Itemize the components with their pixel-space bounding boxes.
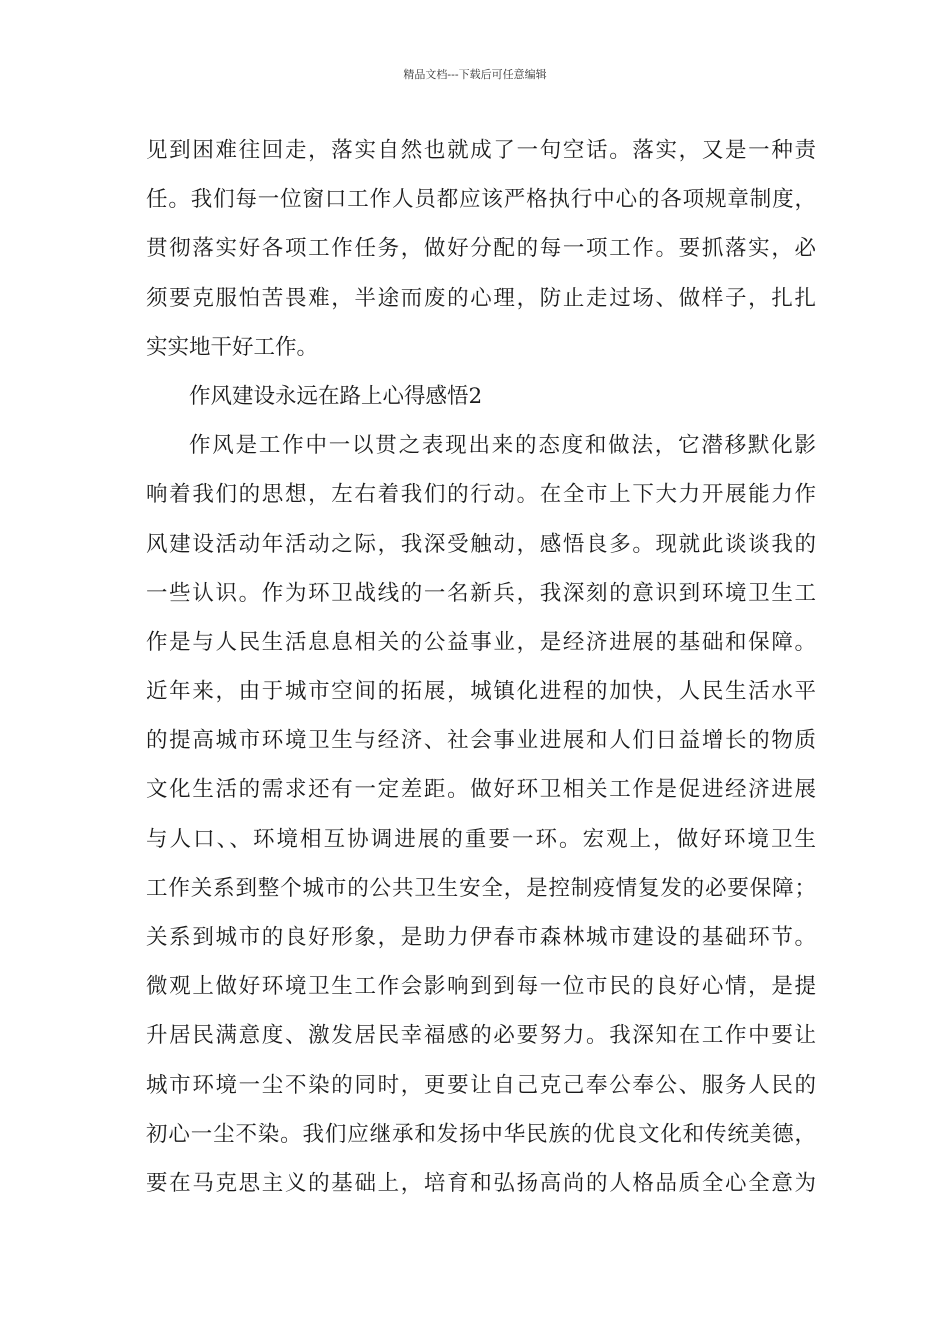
- text-line: 要在马克思主义的基础上，培育和弘扬高尚的人格品质全心全意为: [146, 1170, 816, 1196]
- text-line: 关系到城市的良好形象，是助力伊春市森林城市建设的基础环节。: [146, 925, 816, 950]
- text-line: 初心一尘不染。我们应继承和发扬中华民族的优良文化和传统美德，: [146, 1121, 816, 1147]
- text-line: 作风是工作中一以贯之表现出来的态度和做法，它潜移默化影: [189, 433, 816, 459]
- text-line: 贯彻落实好各项工作任务，做好分配的每一项工作。要抓落实，必: [146, 236, 816, 262]
- text-line: 城市环境一尘不染的同时，更要让自己克己奉公奉公、服务人民的: [146, 1072, 816, 1098]
- text-line: 风建设活动年活动之际，我深受触动，感悟良多。现就此谈谈我的: [146, 531, 816, 557]
- text-line: 任。我们每一位窗口工作人员都应该严格执行中心的各项规章制度，: [146, 187, 816, 213]
- document-body: [146, 126, 816, 1208]
- text-line: 一些认识。作为环卫战线的一名新兵，我深刻的意识到环境卫生工: [146, 580, 816, 606]
- text-line: 工作关系到整个城市的公共卫生安全，是控制疫情复发的必要保障；: [146, 875, 816, 901]
- page-header: 精品文档---下载后可任意编辑: [403, 68, 547, 81]
- text-line: 响着我们的思想，左右着我们的行动。在全市上下大力开展能力作: [146, 482, 816, 508]
- section-heading: 作风建设永远在路上心得感悟2: [189, 383, 483, 409]
- text-line: 与人口、、环境相互协调进展的重要一环。宏观上，做好环境卫生: [146, 826, 816, 852]
- text-line: 作是与人民生活息息相关的公益事业，是经济进展的基础和保障。: [146, 629, 816, 655]
- text-line: 升居民满意度、激发居民幸福感的必要努力。我深知在工作中要让: [146, 1023, 816, 1049]
- text-line: 实实地干好工作。: [146, 334, 319, 360]
- text-line: 的提高城市环境卫生与经济、社会事业进展和人们日益增长的物质: [146, 728, 816, 754]
- text-line: 文化生活的需求还有一定差距。做好环卫相关工作是促进经济进展: [146, 777, 816, 803]
- text-line: 近年来，由于城市空间的拓展，城镇化进程的加快，人民生活水平: [146, 679, 816, 705]
- text-line: 须要克服怕苦畏难，半途而废的心理，防止走过场、做样子，扎扎: [146, 285, 816, 311]
- text-line: 微观上做好环境卫生工作会影响到到每一位市民的良好心情，是提: [146, 974, 816, 1000]
- text-line: 见到困难往回走，落实自然也就成了一句空话。落实，又是一种责: [146, 138, 816, 163]
